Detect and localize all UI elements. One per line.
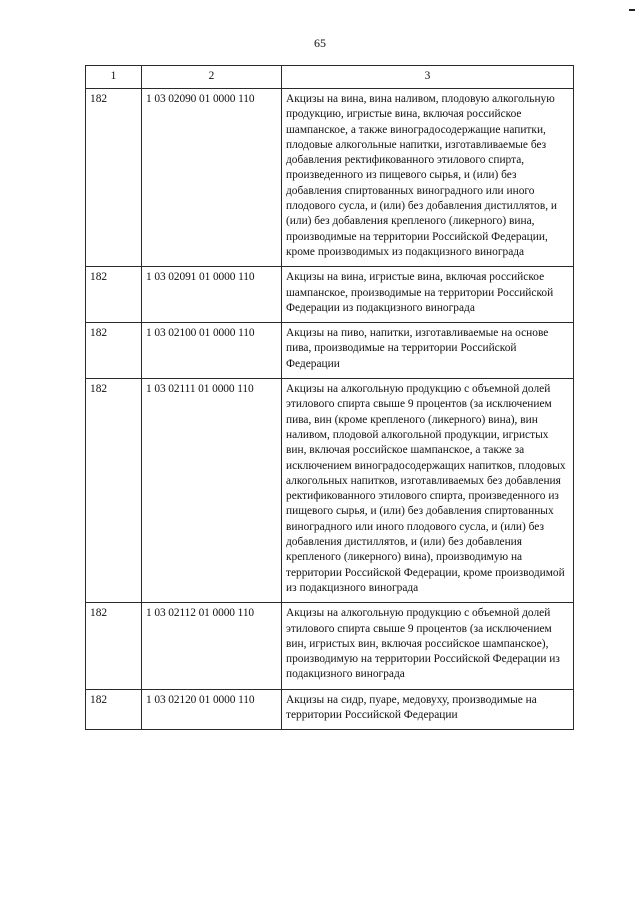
admin-code-cell: 182 [86,267,142,323]
table-row [86,689,574,730]
column-header-2: 2 [142,66,282,89]
admin-code-cell: 182 [86,603,142,689]
revenue-codes-table [85,65,574,730]
column-header-1: 1 [86,66,142,89]
table-row [86,603,574,689]
description-cell: Акцизы на алкогольную продукцию с объемной долей этилового спирта свыше 9 процентов (за исключением вин, игристых вин, включая российское шампанское), производимую на территории Российской Федерации из подакцизного винограда [282,603,574,689]
table-row [86,323,574,379]
page-number: 65 [314,36,326,50]
description-cell: Акцизы на пиво, напитки, изготавливаемые на основе пива, производимые на территории Российской Федерации [282,323,574,379]
scan-corner-mark [629,9,635,11]
description-cell: Акцизы на вина, игристые вина, включая российское шампанское, производимые на территории Российской Федерации из подакцизного винограда [282,267,574,323]
table-row [86,267,574,323]
description-cell: Акцизы на сидр, пуаре, медовуху, производимые на территории Российской Федерации [282,689,574,730]
table-row [86,89,574,267]
table-row [86,379,574,603]
admin-code-cell: 182 [86,379,142,603]
budget-code-cell: 1 03 02100 01 0000 110 [142,323,282,379]
column-header-3: 3 [282,66,574,89]
admin-code-cell: 182 [86,89,142,267]
table-header-row [86,66,574,89]
budget-code-cell: 1 03 02120 01 0000 110 [142,689,282,730]
admin-code-cell: 182 [86,323,142,379]
budget-code-cell: 1 03 02090 01 0000 110 [142,89,282,267]
budget-code-cell: 1 03 02111 01 0000 110 [142,379,282,603]
budget-code-cell: 1 03 02112 01 0000 110 [142,603,282,689]
budget-code-cell: 1 03 02091 01 0000 110 [142,267,282,323]
admin-code-cell: 182 [86,689,142,730]
description-cell: Акцизы на алкогольную продукцию с объемной долей этилового спирта свыше 9 процентов (за исключением пива, вин (кроме крепленого (ликерного) вина), вин наливом, плодовой алкогольной продукции, игристых вин, включая российское шампанское, а также за исключением виноградосодержащих напитков, плодовых алкогольных напитков, изготавливаемых без добавления ректификованного этилового спирта, произведенного из пищевого сырья, и (или) без добавления спиртованных виноградного или иного плодового сусла, и (или) без добавления дистиллятов, и (или) без добавления крепленого (ликерного) вина), производимую на территории Российской Федерации, кроме производимой из подакцизного винограда [282,379,574,603]
description-cell: Акцизы на вина, вина наливом, плодовую алкогольную продукцию, игристые вина, включая российское шампанское, а также виноградосодержащие напитки, плодовые алкогольные напитки, изготавливаемые без добавления ректификованного этилового спирта, произведенного из пищевого сырья, и (или) без добавления спиртованных виноградного или иного плодового сусла, и (или) без добавления дистиллятов, и (или) без добавления крепленого (ликерного) вина, производимые на территории Российской Федерации, кроме производимых из подакцизного винограда [282,89,574,267]
